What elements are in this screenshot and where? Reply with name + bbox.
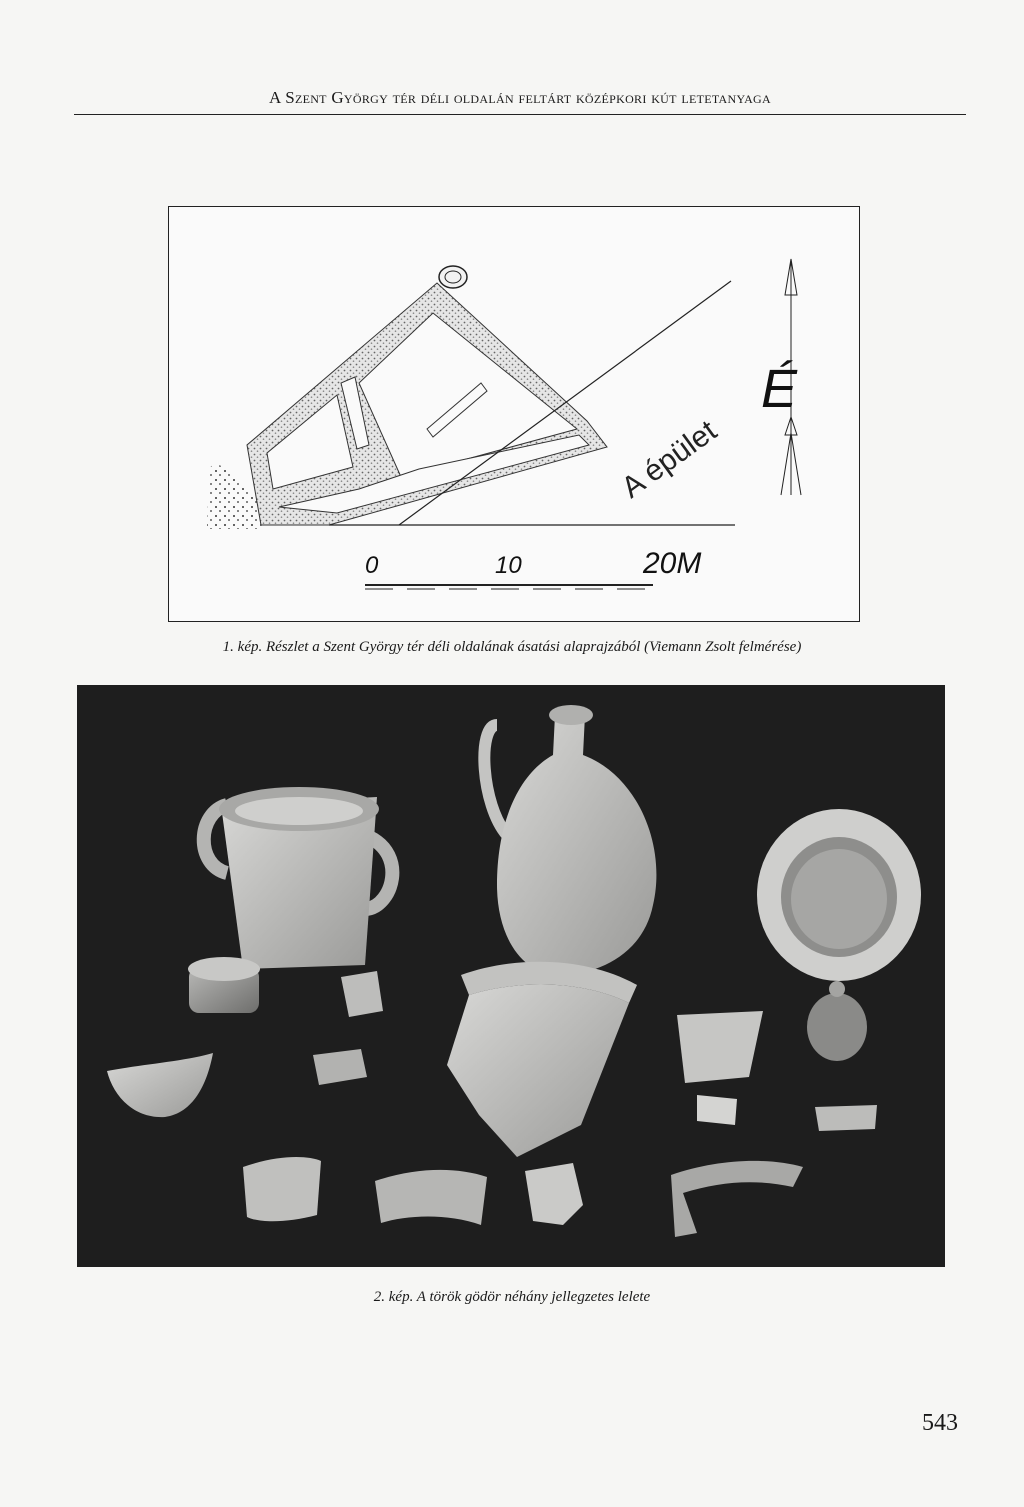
plate (757, 809, 921, 981)
figure1-caption: 1. kép. Részlet a Szent György tér déli oldalának ásatási alaprajzából (Viemann Zsolt felmérése) (222, 639, 802, 655)
scale-bar (365, 585, 653, 589)
rim-b (375, 1170, 487, 1225)
scale-zero: 0 (365, 552, 379, 579)
rim-a (243, 1157, 321, 1221)
two-handled-cup (204, 787, 393, 969)
figure2-caption: 2. kép. A török gödör néhány jellegzetes lelete (373, 1289, 651, 1305)
jug (484, 705, 656, 975)
sherd-c (677, 1011, 763, 1083)
sherd-e (815, 1105, 877, 1131)
building-label: A épület (615, 414, 723, 505)
rim-d (671, 1161, 803, 1237)
sherd-d (697, 1095, 737, 1125)
small-jar (188, 957, 260, 1013)
header-rule (74, 114, 966, 115)
scale-end: 20M (643, 547, 702, 580)
page-number: 543 (922, 1410, 958, 1436)
sherd-b (313, 1049, 367, 1085)
sherd-a (341, 971, 383, 1017)
lid (807, 981, 867, 1061)
bowl-sherd (107, 1053, 213, 1117)
rim-c (525, 1163, 583, 1225)
large-rim-fragment (447, 962, 637, 1157)
well-marker (439, 266, 467, 288)
artifacts-photo (77, 685, 945, 1267)
north-label: É (761, 359, 798, 419)
excavation-plan-figure (168, 206, 860, 622)
running-title: A Szent György tér déli oldalán feltárt középkori kút letetanyaga (269, 88, 771, 107)
scale-mid: 10 (495, 552, 522, 579)
